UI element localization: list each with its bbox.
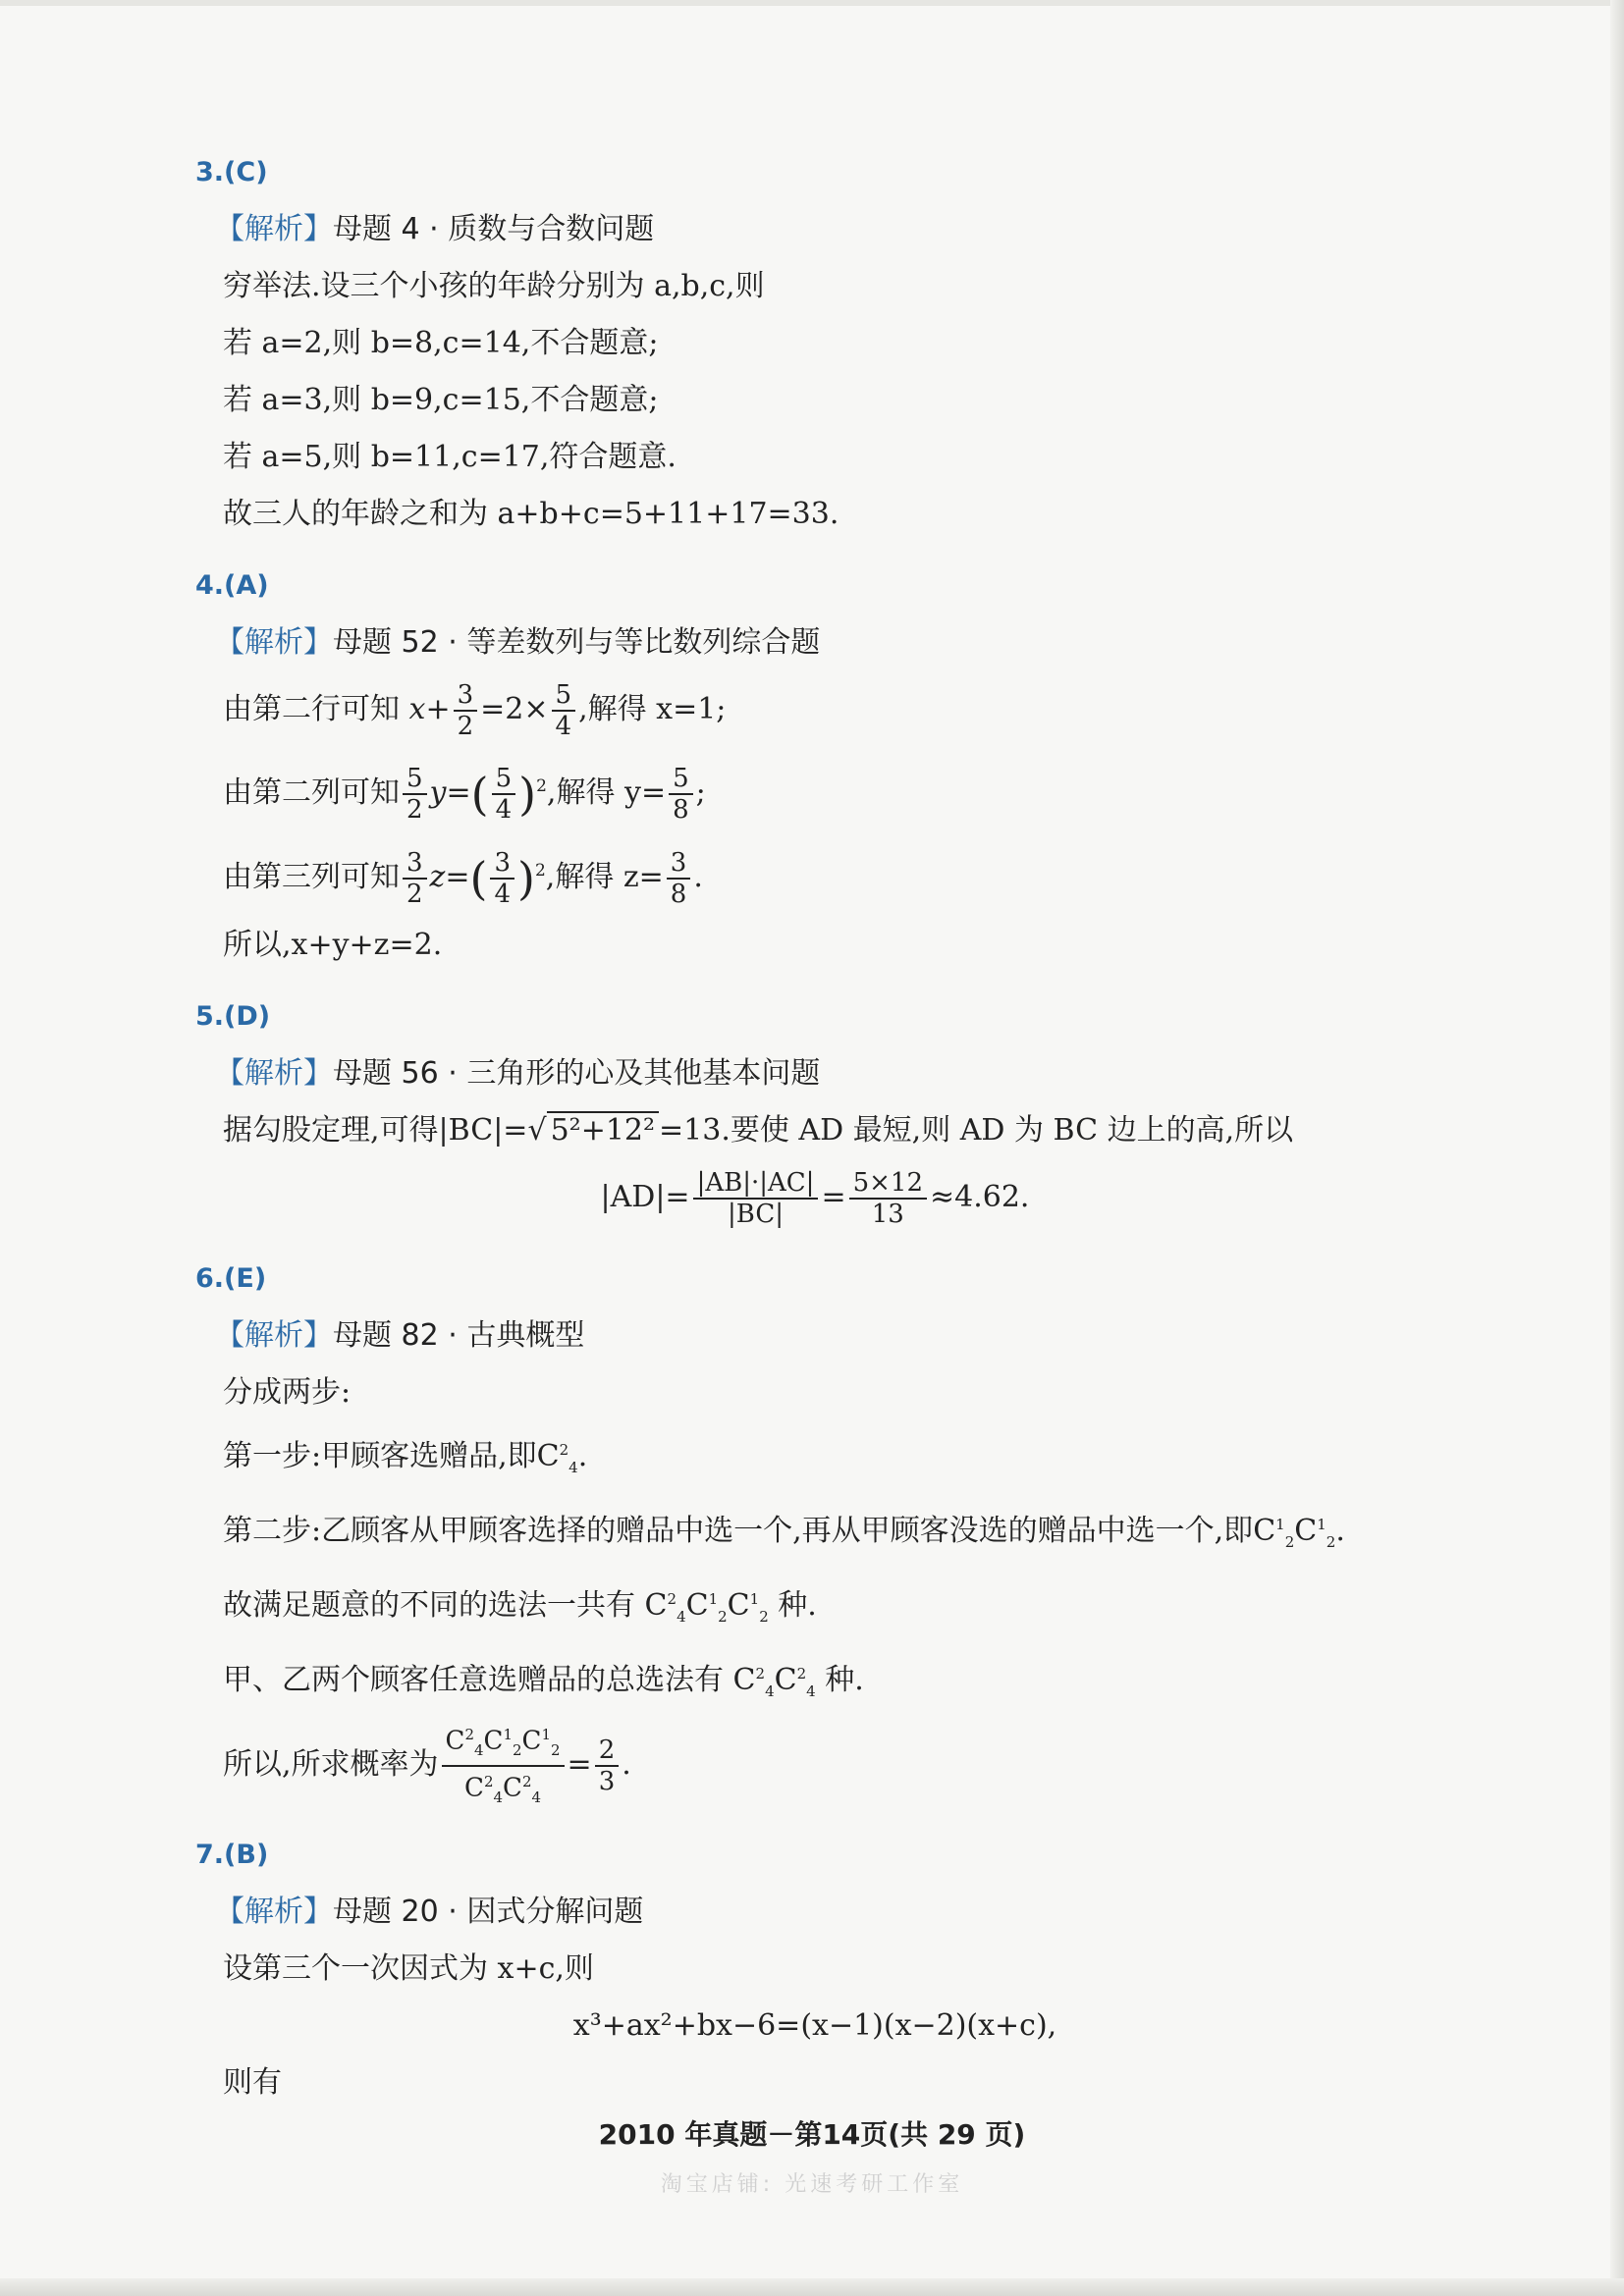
topic-label: 母题 82 · 古典概型 [333,1318,585,1353]
combination: $C^2_4C^2_4$ [732,1663,816,1700]
page-edge-top [0,0,1624,6]
analysis-tag: 【解析】 [215,625,333,660]
fraction: $\frac{3}{4}$ [490,848,514,909]
fraction: $\frac{2}{3}$ [595,1735,620,1796]
text: ≈4.62. [930,1180,1030,1214]
fraction: $\frac{5\times 12}{13}$ [849,1168,927,1229]
page-content [191,157,1438,2139]
solution-line: 所以,所求概率为 $\frac{C^2_4C^1_2C^1_2}{C^2_4C^2_4}$ = $\frac{2}{3}$ . [223,1720,1438,1812]
solution-line: 故三人的年龄之和为 a+b+c=5+11+17=33. [223,497,839,531]
page-edge-right [1610,0,1624,2296]
solution-line: 若 a=3,则 b=9,c=15,不合题意; [223,383,659,417]
text: 由第二行可知 [223,692,400,726]
text: 第二步:乙顾客从甲顾客选择的赠品中选一个,再从甲顾客没选的赠品中选一个,即 [223,1514,1254,1548]
text: ,解得 z= [545,860,664,894]
question-5 [191,1001,1438,1236]
topic-label: 母题 56 · 三角形的心及其他基本问题 [333,1056,821,1091]
question-3 [191,157,1438,543]
analysis-tag: 【解析】 [215,212,333,246]
topic-label: 母题 4 · 质数与合数问题 [333,212,655,246]
solution-line: 设第三个一次因式为 x+c,则 [223,1950,594,1986]
fraction: $\frac{3}{2}$ [454,680,478,741]
fraction: $\frac{5}{4}$ [492,764,516,825]
page-edge-bottom [0,2278,1624,2296]
combination: $C^2_4$ [536,1439,578,1476]
question-4 [191,570,1438,974]
analysis-header [215,201,1438,258]
question-number: 7.(B) [195,1839,269,1870]
fraction: $\frac{3}{8}$ [667,848,691,909]
solution-line: 分成两步: [223,1375,352,1410]
text: ,解得 x=1; [578,692,727,726]
solution-line: 若 a=5,则 b=11,c=17,符合题意. [223,440,677,474]
question-6 [191,1263,1438,1812]
radicand: 5²+12² [547,1111,659,1148]
analysis-tag: 【解析】 [215,1056,333,1091]
solution-line: 若 a=2,则 b=8,c=14,不合题意; [223,326,659,360]
analysis-header [215,1308,1438,1364]
analysis-header [215,614,1438,671]
solution-line: 由第三列可知 $\frac{3}{2}$ z=( $\frac{3}{4}$ )$^2$,解得 z= $\frac{3}{8}$ . [223,848,703,909]
text: 甲、乙两个顾客任意选赠品的总选法有 [223,1663,724,1697]
topic-label: 母题 20 · 因式分解问题 [333,1894,644,1929]
fraction: $\frac{|AB|\cdot|AC|}{|BC|}$ [693,1168,819,1229]
solution-line [223,1645,1438,1720]
fraction: $\frac{C^2_4C^1_2C^1_2}{C^2_4C^2_4}$ [442,1720,565,1812]
text: =2× [480,692,549,726]
solution-line: 第二步:乙顾客从甲顾客选择的赠品中选一个,再从甲顾客没选的赠品中选一个,即$C^1_2C^1_2$. [223,1514,1345,1551]
text: 种. [825,1663,864,1697]
display-formula: |AD|= $\frac{|AB|\cdot|AC|}{|BC|}$ = $\frac{5\times 12}{13}$ ≈4.62. [600,1168,1030,1229]
solution-line: 则有 [223,2064,282,2100]
solution-line: 由第二行可知 x+ $\frac{3}{2}$ =2× $\frac{5}{4}$ ,解得 x=1; [223,680,727,741]
question-number: 4.(A) [195,570,269,601]
solution-line: 据勾股定理,可得|BC|=√ 5²+12² =13.要使 AD 最短,则 AD 为 BC 边上的高,所以 [223,1113,1294,1148]
fraction: $\frac{5}{2}$ [403,764,427,825]
fraction: $\frac{5}{4}$ [552,680,576,741]
combination: $C^2_4C^1_2C^1_2$ [644,1588,769,1626]
text: 所以,所求概率为 [223,1746,439,1782]
page-footer: 2010 年真题－第14页(共 29 页) [598,2118,1026,2151]
analysis-tag: 【解析】 [215,1894,333,1929]
combination: $C^1_2C^1_2$ [1253,1514,1336,1551]
analysis-tag: 【解析】 [215,1318,333,1353]
text: ,解得 y= [546,775,667,810]
question-number: 5.(D) [195,1001,271,1032]
analysis-header [215,1884,1438,1941]
text: . [693,860,703,894]
question-number: 3.(C) [195,157,268,187]
watermark: 淘宝店铺: 光速考研工作室 [660,2172,964,2197]
question-number: 6.(E) [195,1263,267,1294]
text: ; [695,775,706,810]
analysis-header [215,1045,1438,1102]
display-formula: x³+ax²+bx−6=(x−1)(x−2)(x+c), [572,2007,1057,2043]
fraction: $\frac{3}{2}$ [403,848,427,909]
text: 第一步:甲顾客选赠品,即 [223,1439,537,1473]
text: 据勾股定理,可得|BC|= [223,1113,528,1148]
solution-line: 穷举法.设三个小孩的年龄分别为 a,b,c,则 [223,269,765,303]
topic-label: 母题 52 · 等差数列与等比数列综合题 [333,625,821,660]
solution-line: 第一步:甲顾客选赠品,即$C^2_4$. [223,1439,588,1476]
text: 种. [778,1588,817,1623]
text: 故满足题意的不同的选法一共有 [223,1588,635,1623]
solution-line: 所以,x+y+z=2. [223,928,443,962]
text: 由第三列可知 [223,860,400,894]
solution-line: 由第二列可知 $\frac{5}{2}$ y=( $\frac{5}{4}$ )$^2$,解得 y= $\frac{5}{8}$ ; [223,764,706,825]
fraction: $\frac{5}{8}$ [669,764,693,825]
text: =13.要使 AD 最短,则 AD 为 BC 边上的高,所以 [659,1113,1294,1148]
question-7 [191,1840,1438,2111]
text: |AD|= [600,1180,690,1214]
solution-line [223,1571,1438,1645]
text: 由第二列可知 [223,775,400,810]
